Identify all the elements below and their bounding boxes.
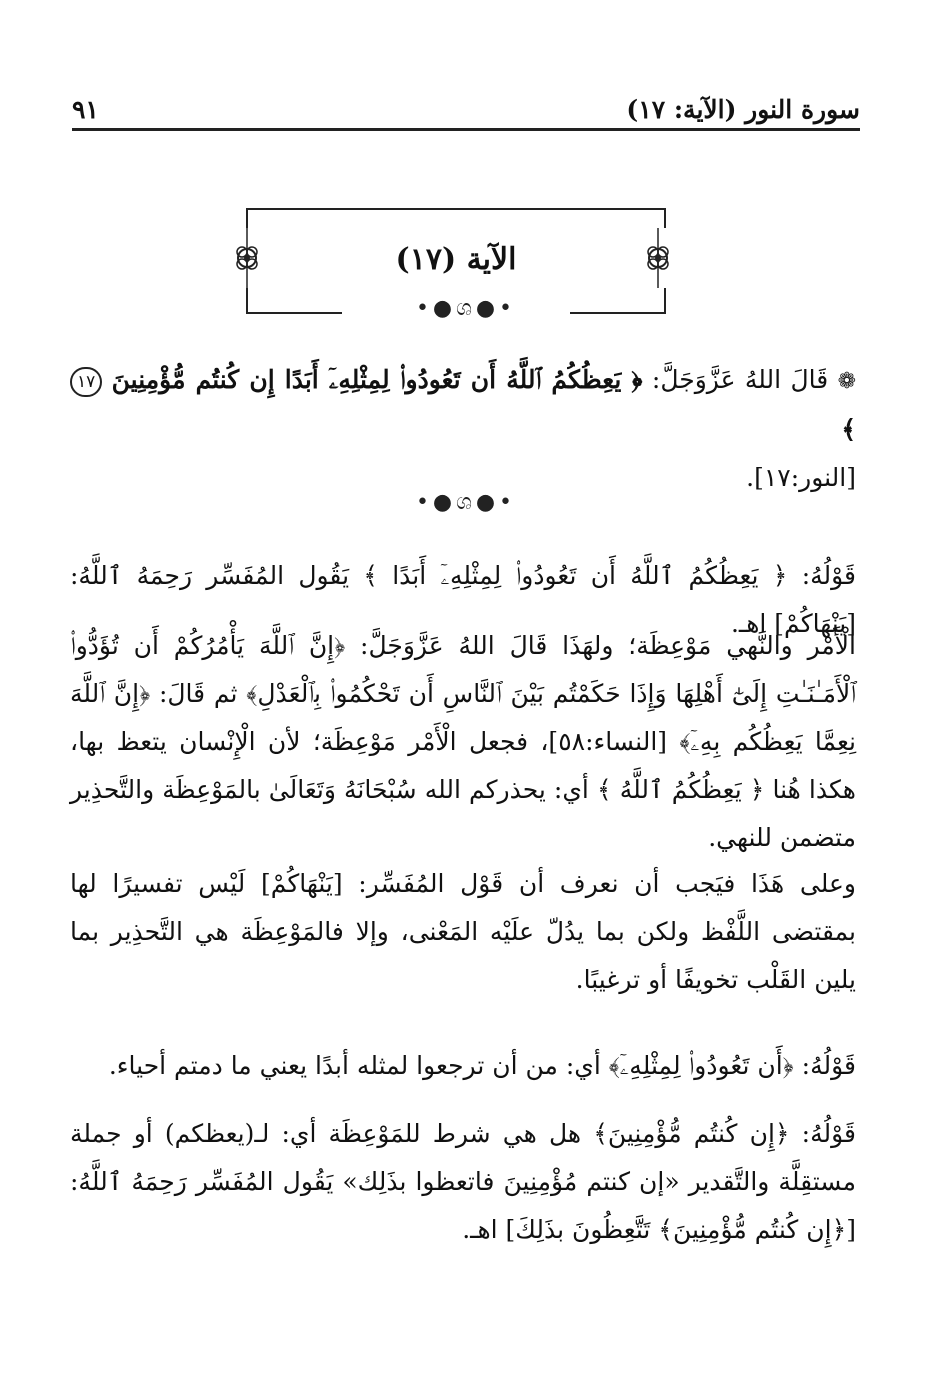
verse-close-bracket: ﴾ bbox=[841, 415, 856, 444]
section-title: الآية (١٧) bbox=[395, 242, 517, 277]
verse-intro: قَالَ اللهُ عَزَّوَجَلَّ: bbox=[651, 365, 829, 394]
page-header bbox=[72, 84, 860, 131]
paragraph: الْأَمْر والنَّهي مَوْعِظَة؛ ولهَذَا قَالَ اللهُ عَزَّوَجَلَّ: ﴿إِنَّ ٱللَّهَ يَأْمُرُكُمْ أَن تُؤَدُّوا۟ ٱلْأَمَـٰنَـٰتِ إِلَىٰٓ أَهْلِهَا وَإِذَا حَكَمْتُم بَيْنَ ٱلنَّاسِ أَن تَحْكُمُوا۟ بِٱلْعَدْلِ﴾ ثم قَالَ: ﴿إِنَّ ٱللَّهَ نِعِمَّا يَعِظُكُم بِهِۦٓ﴾ [النساء:٥٨]، فجعل الْأَمْر مَوْعِظَة؛ لأن الْإِنْسان يتعظ بها، هكذا هُنا ﴿ يَعِظُكُمُ ٱللَّهُ ﴾ أي: يحذركم الله سُبْحَانَهُ وَتَعَالَىٰ بالمَوْعِظَة والتَّحذِير متضمن للنهي. bbox=[70, 631, 857, 852]
paragraph: قَوْلُهُ: ﴿إِن كُنتُم مُّؤْمِنِينَ﴾ هل هي شرط للمَوْعِظَة أي: لـ(يعظكم) أو جملة مستقِلَّة والتَّقدير «إن كنتم مُؤْمِنِينَ فاتعظوا بذَلِك» يَقُول المُفَسِّر رَحِمَهُ ٱللَّهُ: [﴿إِن كُنتُم مُّؤْمِنِينَ﴾ تَتَّعِظُونَ بذَلِكَ] اهـ. bbox=[70, 1119, 856, 1244]
paragraph: قَوْلُهُ: ﴿أَن تَعُودُوا۟ لِمِثْلِهِۦٓ﴾ أي: من أن ترجعوا لمثله أبدًا يعني ما دمتم أحياء. bbox=[108, 1051, 856, 1080]
verse-block bbox=[70, 356, 856, 502]
paragraph: قَوْلُهُ: ﴿ يَعِظُكُمُ ٱللَّهُ أَن تَعُودُوا۟ لِمِثْلِهِۦٓ أَبَدًا ﴾ يَقُول المُفَسِّر رَحِمَهُ ٱللَّهُ: [يَنْهَاكُمْ] اهـ. bbox=[70, 561, 856, 638]
paragraph: وعلى هَذَا فيَجب أن نعرف أن قَوْل المُفَسِّر: [يَنْهَاكُمْ] لَيْس تفسيرًا لها بمقتضى اللَّفْظ ولكن بما يدُلّ علَيْه المَعْنى، وإلا فالمَوْعِظَة هي التَّحذِير بما يلين القَلْب تخويفًا أو ترغيبًا. bbox=[70, 869, 857, 994]
running-head-surah: سورة النور (الآية: ١٧) bbox=[626, 95, 860, 124]
title-divider: •●ශ●• bbox=[415, 296, 517, 321]
verse-reference: [النور:١٧]. bbox=[746, 463, 856, 492]
section-divider: •●ශ●• bbox=[415, 490, 517, 515]
flower-icon: ❁ bbox=[837, 369, 857, 394]
knot-ornament-icon bbox=[232, 228, 262, 288]
verse-text: ﴿ يَعِظُكُمُ ٱللَّهُ أَن تَعُودُوا۟ لِمِثْلِهِۦٓ أَبَدًا إِن كُنتُم مُّؤْمِنِينَ bbox=[111, 365, 643, 394]
page-number: ٩١ bbox=[72, 95, 99, 124]
knot-ornament-icon bbox=[643, 228, 673, 288]
ayah-number-marker: ١٧ bbox=[70, 367, 102, 397]
